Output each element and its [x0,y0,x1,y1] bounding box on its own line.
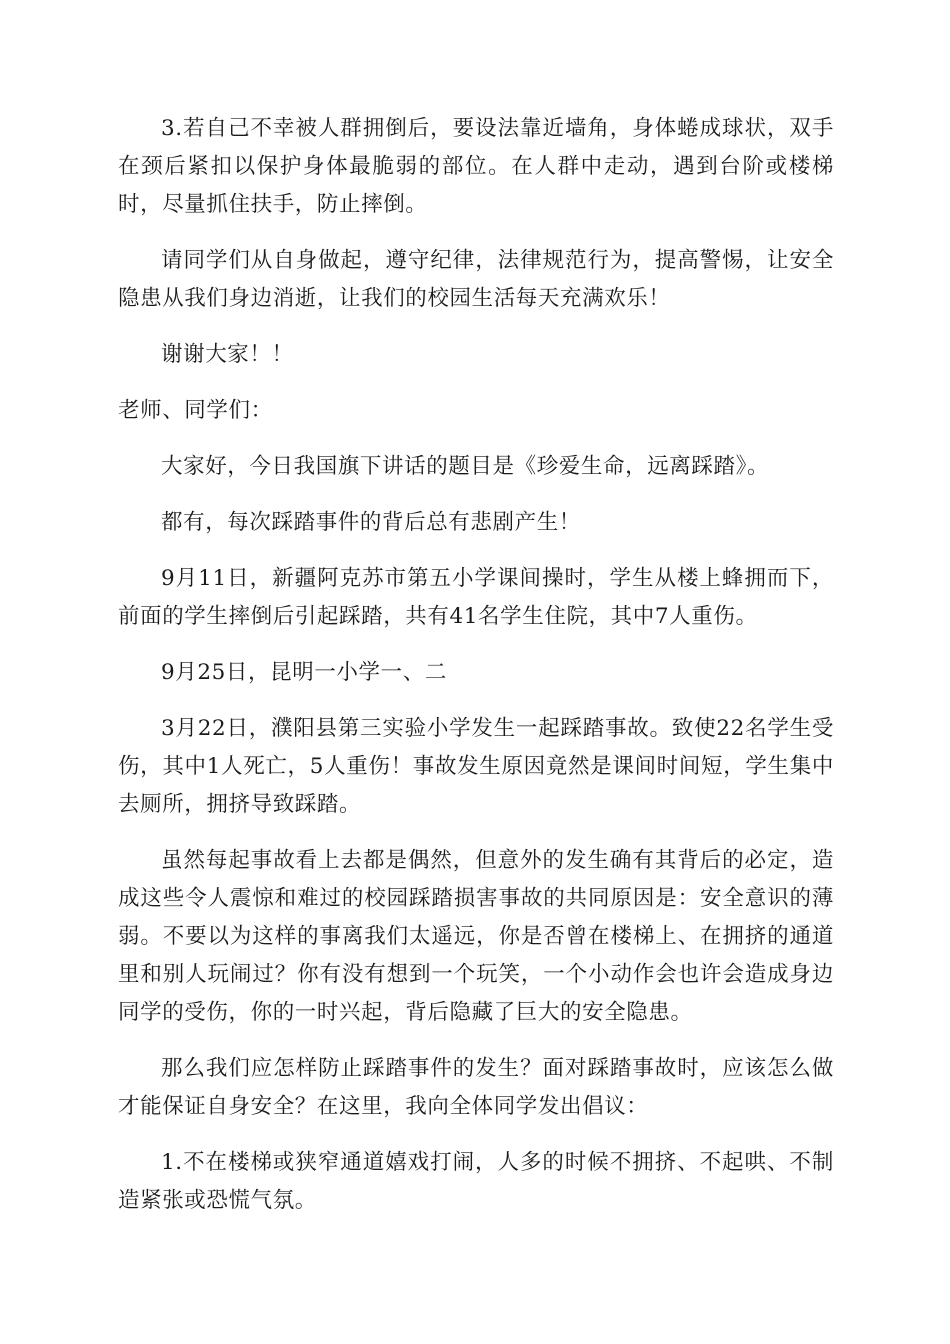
paragraph: 那么我们应怎样防止踩踏事件的发生？面对踩踏事故时，应该怎么做才能保证自身安全？在这里，我向全体同学发出倡议： [118,1056,834,1119]
paragraph: 9月25日，昆明一小学一、二 [161,660,447,685]
paragraph: 9月11日，新疆阿克苏市第五小学课间操时，学生从楼上蜂拥而下，前面的学生摔倒后引起踩踏，共有41名学生住院，其中7人重伤。 [118,566,834,629]
paragraph: 请同学们从自身做起，遵守纪律，法律规范行为，提高警惕，让安全隐患从我们身边消逝，让我们的校园生活每天充满欢乐！ [118,248,834,311]
salutation: 老师、同学们： [118,398,273,423]
paragraph: 3月22日，濮阳县第三实验小学发生一起踩踏事故。致使22名学生受伤，其中1人死亡，5人重伤！事故发生原因竟然是课间时间短，学生集中去厕所，拥挤导致踩踏。 [118,716,834,817]
document-body [118,110,834,1238]
paragraph: 虽然每起事故看上去都是偶然，但意外的发生确有其背后的必定，造成这些令人震惊和难过的校园踩踏损害事故的共同原因是：安全意识的薄弱。不要以为这样的事离我们太遥远，你是否曾在楼梯上、在拥挤的通道里和别人玩闹过？你有没有想到一个玩笑，一个小动作会也许会造成身边同学的受伤，你的一时兴起，背后隐藏了巨大的安全隐患。 [118,848,834,1025]
paragraph: 都有，每次踩踏事件的背后总有悲剧产生！ [161,510,581,535]
paragraph: 1.不在楼梯或狭窄通道嬉戏打闹，人多的时候不拥挤、不起哄、不制造紧张或恐慌气氛。 [118,1150,834,1213]
paragraph: 大家好，今日我国旗下讲话的题目是《珍爱生命，远离踩踏》。 [161,454,770,479]
paragraph: 谢谢大家！！ [161,342,294,367]
paragraph: 3.若自己不幸被人群拥倒后，要设法靠近墙角，身体蜷成球状，双手在颈后紧扣以保护身体最脆弱的部位。在人群中走动，遇到台阶或楼梯时，尽量抓住扶手，防止摔倒。 [118,116,834,217]
